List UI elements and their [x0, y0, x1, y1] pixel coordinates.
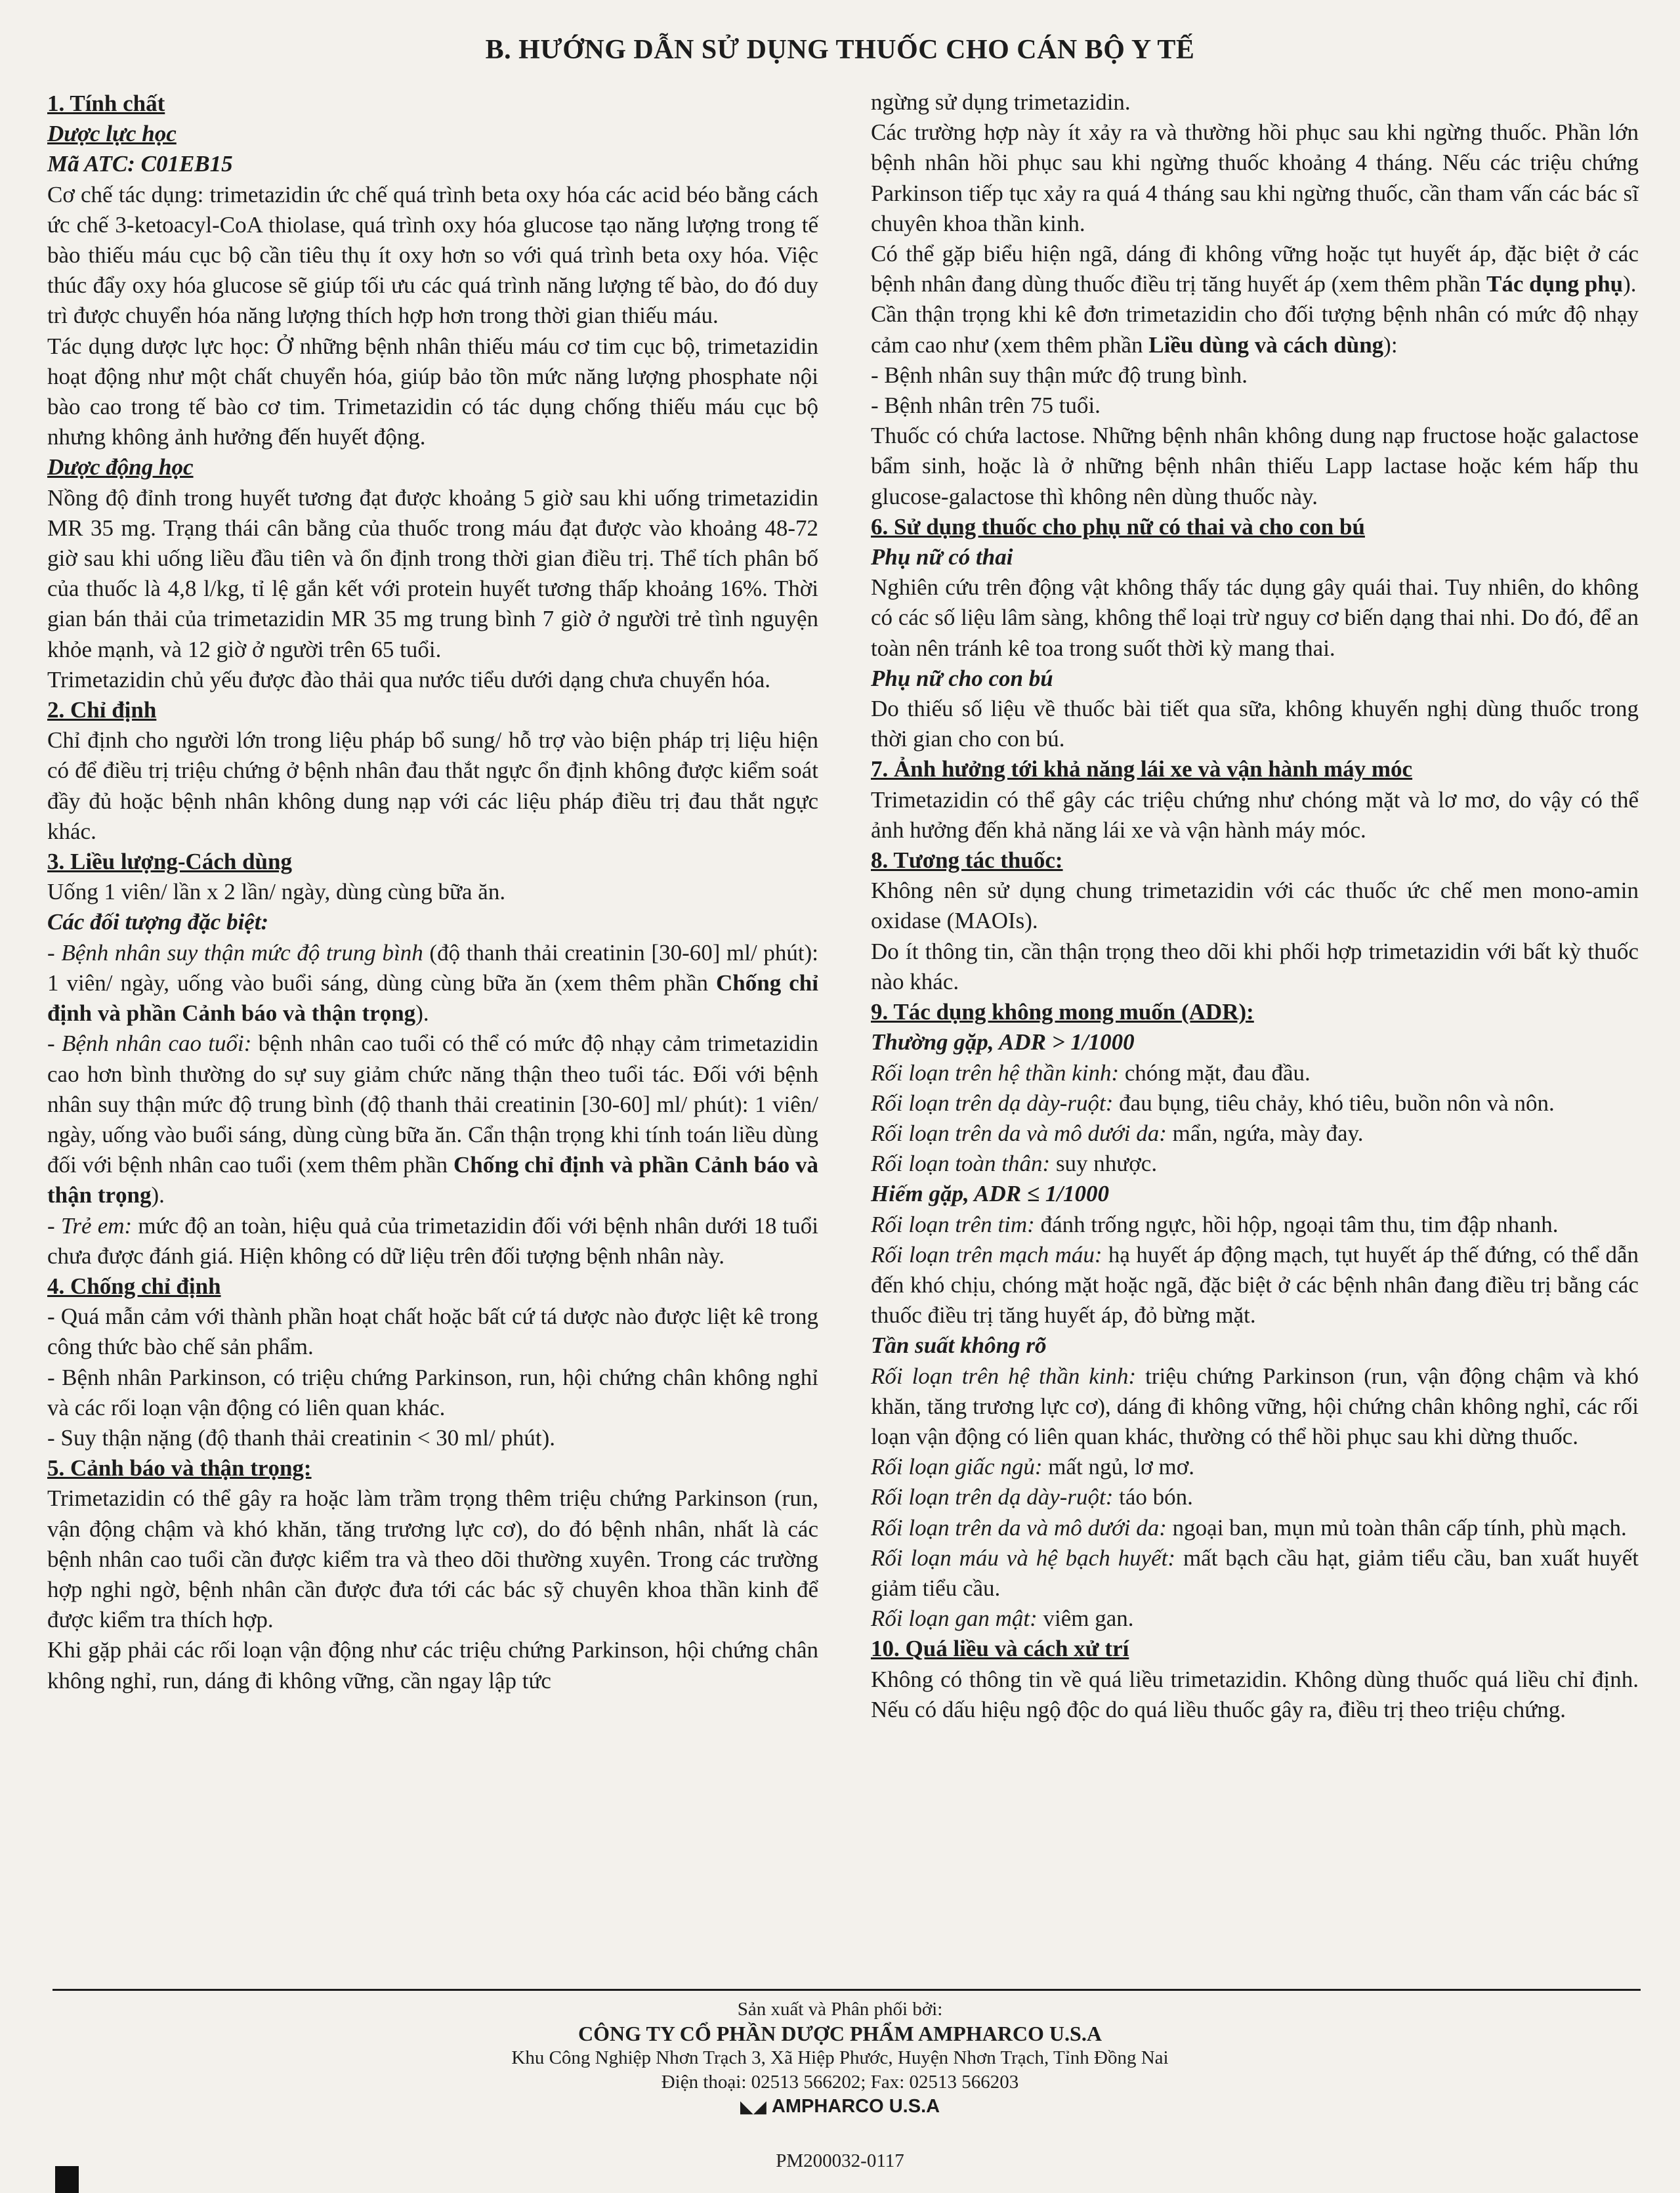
- text-run: mất bạch cầu hạt, giảm tiểu cầu, ban xuất huyết giảm tiểu cầu.: [871, 1544, 1639, 1601]
- paragraph: - Bệnh nhân suy thận mức độ trung bình.: [871, 362, 1248, 388]
- section-heading: 1. Tính chất: [47, 91, 165, 116]
- section-heading: 2. Chỉ định: [47, 697, 157, 723]
- paragraph: [871, 1149, 1639, 1179]
- section-heading: 6. Sử dụng thuốc cho phụ nữ có thai và cho con bú: [871, 513, 1365, 540]
- text-run: ).: [1623, 271, 1637, 297]
- text-run: ):: [1383, 331, 1398, 358]
- italic-label: Rối loạn trên hệ thần kinh:: [871, 1363, 1137, 1389]
- paragraph: - Bệnh nhân trên 75 tuổi.: [871, 393, 1101, 419]
- italic-label: - Bệnh nhân cao tuổi:: [47, 1031, 252, 1057]
- bold-reference: Chống chỉ định và phần Cảnh báo và thận trọng: [47, 1152, 818, 1208]
- italic-label: Rối loạn toàn thân:: [871, 1151, 1051, 1177]
- brand-name: AMPHARCO U.S.A: [771, 2096, 940, 2117]
- text-run: đánh trống ngực, hồi hộp, ngoại tâm thu, tim đập nhanh.: [1034, 1211, 1559, 1237]
- italic-label: Rối loạn trên tim:: [871, 1211, 1035, 1237]
- paragraph: [871, 1240, 1639, 1331]
- subsection-heading: Hiếm gặp, ADR ≤ 1/1000: [871, 1181, 1110, 1207]
- paragraph: [871, 1361, 1639, 1453]
- section-heading: 7. Ảnh hưởng tới khả năng lái xe và vận hành máy móc: [871, 756, 1413, 782]
- subsection-heading: Thường gặp, ADR > 1/1000: [871, 1029, 1135, 1055]
- paragraph: Cơ chế tác dụng: trimetazidin ức chế quá trình beta oxy hóa các acid béo bằng cách ức chế 3-ketoacyl-CoA thiolase, quá trình oxy hóa glucose tạo năng lượng trong tế bào thiếu máu cục bộ cần tiêu thụ ít oxy hơn so với quá trình beta oxy hóa. Việc thúc đẩy oxy hóa glucose sẽ giúp tối ưu các quá trình năng lượng tế bào, do đó duy trì được chuyển hóa năng lượng thích hợp hơn trong thời gian thiếu máu.: [47, 181, 818, 329]
- paragraph: [871, 299, 1639, 360]
- ampharco-logo-icon: ◣◢: [740, 2097, 766, 2116]
- paragraph: Nồng độ đỉnh trong huyết tương đạt được khoảng 5 giờ sau khi uống trimetazidin MR 35 mg. Trạng thái cân bằng của thuốc trong máu đạt được vào khoảng 48-72 giờ sau khi uống liều đầu tiên và ổn định trong thời gian điều trị. Thể tích phân bố của thuốc là 4,8 l/kg, tỉ lệ gắn kết với protein huyết tương thấp khoảng 16%. Thời gian bán thải của trimetazidin MR 35 mg trung bình 7 giờ ở người trẻ tình nguyện khỏe mạnh, và 12 giờ ở người trên 65 tuổi.: [47, 484, 818, 662]
- footer-divider: [52, 1989, 1641, 1991]
- paragraph: Tác dụng dược lực học: Ở những bệnh nhân thiếu máu cơ tim cục bộ, trimetazidin hoạt động như một chất chuyển hóa, giúp bảo tồn mức năng lượng phosphate nội bào cao trong tế bào cơ tim. Trimetazidin có tác dụng chống thiếu máu cục bộ nhưng không ảnh hưởng đến huyết động.: [47, 333, 818, 450]
- paragraph: - Suy thận nặng (độ thanh thải creatinin < 30 ml/ phút).: [47, 1424, 556, 1451]
- paragraph: [871, 1482, 1639, 1512]
- subsection-heading: Dược lực học: [47, 121, 177, 147]
- paragraph: Trimetazidin chủ yếu được đào thải qua nước tiểu dưới dạng chưa chuyển hóa.: [47, 666, 771, 692]
- text-run: mức độ an toàn, hiệu quả của trimetazidin đối với bệnh nhân dưới 18 tuổi chưa được đánh giá. Hiện không có dữ liệu trên đối tượng bệnh nhân này.: [47, 1212, 818, 1269]
- section-heading: 8. Tương tác thuốc:: [871, 847, 1063, 874]
- section-heading: 10. Quá liều và cách xử trí: [871, 1636, 1129, 1662]
- paragraph: Khi gặp phải các rối loạn vận động như các triệu chứng Parkinson, hội chứng chân không nghỉ, run, dáng đi không vững, cần ngay lập tức: [47, 1637, 818, 1693]
- paragraph: Trimetazidin có thể gây các triệu chứng như chóng mặt và lơ mơ, do vậy có thể ảnh hưởng đến khả năng lái xe và vận hành máy móc.: [871, 786, 1639, 843]
- paragraph: [871, 239, 1639, 299]
- text-run: bệnh nhân cao tuổi có thể có mức độ nhạy cảm trimetazidin cao hơn bình thường do sự suy giảm chức năng thận theo tuổi tác. Đối với bệnh nhân suy thận mức độ trung bình (độ thanh thải creatinin [30-60] ml/ phút): 1 viên/ ngày, uống vào buổi sáng, dùng cùng bữa ăn. Cẩn thận trọng khi tính toán liều dùng đối với bệnh nhân cao tuổi (xem thêm phần: [47, 1031, 818, 1178]
- subsection-heading: Mã ATC: C01EB15: [47, 151, 233, 177]
- text-run: triệu chứng Parkinson (run, vận động chậm và khó khăn, tăng trương lực cơ), dáng đi không vững, hội chứng chân không nghỉ, các rối loạn vận động có liên quan khác, thường có thể hồi phục sau khi dừng thuốc.: [871, 1363, 1639, 1449]
- text-run: chóng mặt, đau đầu.: [1119, 1059, 1311, 1086]
- paragraph: ngừng sử dụng trimetazidin.: [871, 89, 1131, 115]
- paragraph: Không nên sử dụng chung trimetazidin với các thuốc ức chế men mono-amin oxidase (MAOIs).: [871, 878, 1639, 934]
- paragraph: [871, 1543, 1639, 1604]
- paragraph: Không có thông tin về quá liều trimetazidin. Không dùng thuốc quá liều chỉ định. Nếu có dấu hiệu ngộ độc do quá liều thuốc gây ra, điều trị theo triệu chứng.: [871, 1666, 1639, 1722]
- italic-label: Rối loạn giấc ngủ:: [871, 1454, 1043, 1480]
- section-heading: 5. Cảnh báo và thận trọng:: [47, 1455, 312, 1481]
- section-heading: 4. Chống chỉ định: [47, 1273, 221, 1299]
- paragraph: Do ít thông tin, cần thận trọng theo dõi khi phối hợp trimetazidin với bất kỳ thuốc nào khác.: [871, 938, 1639, 994]
- subsection-heading: Dược động học: [47, 454, 194, 480]
- bold-reference: Chống chỉ định và phần Cảnh báo và thận trọng: [47, 969, 818, 1027]
- italic-label: Rối loạn gan mật:: [871, 1606, 1038, 1632]
- paragraph: [871, 1210, 1639, 1240]
- text-run: táo bón.: [1113, 1484, 1193, 1510]
- italic-label: Rối loạn máu và hệ bạch huyết:: [871, 1544, 1176, 1571]
- manufacturer-label: Sản xuất và Phân phối bởi:: [737, 1999, 943, 2020]
- company-name: CÔNG TY CỔ PHẦN DƯỢC PHẨM AMPHARCO U.S.A: [578, 2022, 1102, 2045]
- right-column: [871, 87, 1639, 1725]
- paragraph: [871, 1118, 1639, 1149]
- bold-reference: Liều dùng và cách dùng: [1148, 331, 1384, 358]
- paragraph: Trimetazidin có thể gây ra hoặc làm trầm trọng thêm triệu chứng Parkinson (run, vận động chậm và khó khăn, tăng trương lực cơ), do đó bệnh nhân, nhất là các bệnh nhân cao tuổi cần được kiểm tra và theo dõi thường xuyên. Trong các trường hợp nghi ngờ, bệnh nhân cần được đưa tới các bác sỹ chuyên khoa thần kinh để được kiểm tra thích hợp.: [47, 1485, 818, 1633]
- document-code: PM200032-0117: [776, 2150, 904, 2171]
- text-run: ).: [151, 1182, 165, 1208]
- paragraph: Chỉ định cho người lớn trong liệu pháp bổ sung/ hỗ trợ vào biện pháp trị liệu hiện có để điều trị triệu chứng ở bệnh nhân đau thắt ngực ổn định không được kiểm soát đầy đủ hoặc bệnh nhân không dung nạp với các liệu pháp điều trị đau thắt ngực khác.: [47, 727, 818, 844]
- paragraph: - Quá mẫn cảm với thành phần hoạt chất hoặc bất cứ tá dược nào được liệt kê trong công thức bào chế sản phẩm.: [47, 1304, 818, 1360]
- text-run: Cần thận trọng khi kê đơn trimetazidin cho đối tượng bệnh nhân có mức độ nhạy cảm cao như (xem thêm phần: [871, 301, 1639, 358]
- subsection-heading: Phụ nữ có thai: [871, 544, 1013, 570]
- company-address: Khu Công Nghiệp Nhơn Trạch 3, Xã Hiệp Phước, Huyện Nhơn Trạch, Tỉnh Đồng Nai: [511, 2047, 1169, 2068]
- section-heading: 3. Liều lượng-Cách dùng: [47, 849, 292, 875]
- text-run: (độ thanh thải creatinin [30-60] ml/ phút): 1 viên/ ngày, uống vào buổi sáng, dùng cùng bữa ăn (xem thêm phần: [47, 939, 819, 996]
- text-run: Có thể gặp biểu hiện ngã, dáng đi không vững hoặc tụt huyết áp, đặc biệt ở các bệnh nhân đang dùng thuốc điều trị tăng huyết áp (xem thêm phần: [871, 241, 1639, 297]
- paragraph: Thuốc có chứa lactose. Những bệnh nhân không dung nạp fructose hoặc galactose bẩm sinh, hoặc là ở những bệnh nhân thiếu Lapp lactase hoặc kém hấp thu glucose-galactose thì không nên dùng thuốc này.: [871, 423, 1639, 509]
- italic-label: Rối loạn trên mạch máu:: [871, 1241, 1102, 1267]
- paragraph: [871, 1088, 1639, 1118]
- subsection-heading: Phụ nữ cho con bú: [871, 665, 1053, 691]
- paragraph: - Bệnh nhân Parkinson, có triệu chứng Parkinson, run, hội chứng chân không nghỉ và các rối loạn vận động có liên quan khác.: [47, 1364, 818, 1420]
- italic-label: - Bệnh nhân suy thận mức độ trung bình: [47, 939, 423, 966]
- paragraph: [47, 1029, 818, 1210]
- subsection-heading: Các đối tượng đặc biệt:: [47, 909, 269, 935]
- italic-label: Rối loạn trên da và mô dưới da:: [871, 1120, 1167, 1146]
- paragraph: [871, 1513, 1639, 1543]
- italic-label: - Trẻ em:: [47, 1212, 133, 1239]
- italic-label: Rối loạn trên da và mô dưới da:: [871, 1514, 1167, 1541]
- section-heading: 9. Tác dụng không mong muốn (ADR):: [871, 999, 1254, 1025]
- manufacturer-footer: [0, 1997, 1680, 2119]
- left-column: [47, 89, 818, 1696]
- page-title: B. HƯỚNG DẪN SỬ DỤNG THUỐC CHO CÁN BỘ Y TẾ: [485, 35, 1195, 65]
- brand-line: [0, 2095, 1680, 2119]
- paragraph: [871, 1058, 1639, 1088]
- italic-label: Rối loạn trên hệ thần kinh:: [871, 1059, 1120, 1086]
- text-run: ).: [415, 1000, 429, 1027]
- text-run: suy nhược.: [1050, 1151, 1158, 1177]
- text-run: đau bụng, tiêu chảy, khó tiêu, buồn nôn và nôn.: [1113, 1090, 1555, 1116]
- text-run: ngoại ban, mụn mủ toàn thân cấp tính, phù mạch.: [1166, 1514, 1627, 1541]
- paragraph: [47, 1211, 818, 1271]
- paragraph: [871, 1452, 1639, 1482]
- registration-mark: [55, 2166, 79, 2193]
- paragraph: Do thiếu số liệu về thuốc bài tiết qua sữa, không khuyến nghị dùng thuốc trong thời gian cho con bú.: [871, 696, 1639, 752]
- paragraph: Uống 1 viên/ lần x 2 lần/ ngày, dùng cùng bữa ăn.: [47, 879, 506, 905]
- text-run: hạ huyết áp động mạch, tụt huyết áp thế đứng, có thể dẫn đến khó chịu, chóng mặt hoặc ngã, đặc biệt ở các bệnh nhân đang điều trị bằng các thuốc điều trị tăng huyết áp, đỏ bừng mặt.: [871, 1241, 1639, 1329]
- paragraph: [47, 938, 818, 1029]
- bold-reference: Tác dụng phụ: [1486, 271, 1624, 297]
- italic-label: Rối loạn trên dạ dày-ruột:: [871, 1484, 1114, 1510]
- paragraph: Nghiên cứu trên động vật không thấy tác dụng gây quái thai. Tuy nhiên, do không có các số liệu lâm sàng, không thể loại trừ nguy cơ biến dạng thai nhi. Do đó, để an toàn nên tránh kê toa trong suốt thời kỳ mang thai.: [871, 574, 1639, 661]
- text-run: viêm gan.: [1037, 1606, 1134, 1632]
- text-run: mẩn, ngứa, mày đay.: [1166, 1120, 1364, 1146]
- subsection-heading: Tần suất không rõ: [871, 1332, 1047, 1359]
- text-run: mất ngủ, lơ mơ.: [1042, 1454, 1194, 1480]
- italic-label: Rối loạn trên dạ dày-ruột:: [871, 1090, 1114, 1116]
- paragraph: [871, 1604, 1639, 1634]
- company-phone: Điện thoại: 02513 566202; Fax: 02513 566203: [661, 2072, 1019, 2093]
- paragraph: Các trường hợp này ít xảy ra và thường hồi phục sau khi ngừng thuốc. Phần lớn bệnh nhân hồi phục sau khi ngừng thuốc khoảng 4 tháng. Nếu các triệu chứng Parkinson tiếp tục xảy ra quá 4 tháng sau khi ngừng thuốc, cần tham vấn các bác sĩ chuyên khoa thần kinh.: [871, 119, 1639, 236]
